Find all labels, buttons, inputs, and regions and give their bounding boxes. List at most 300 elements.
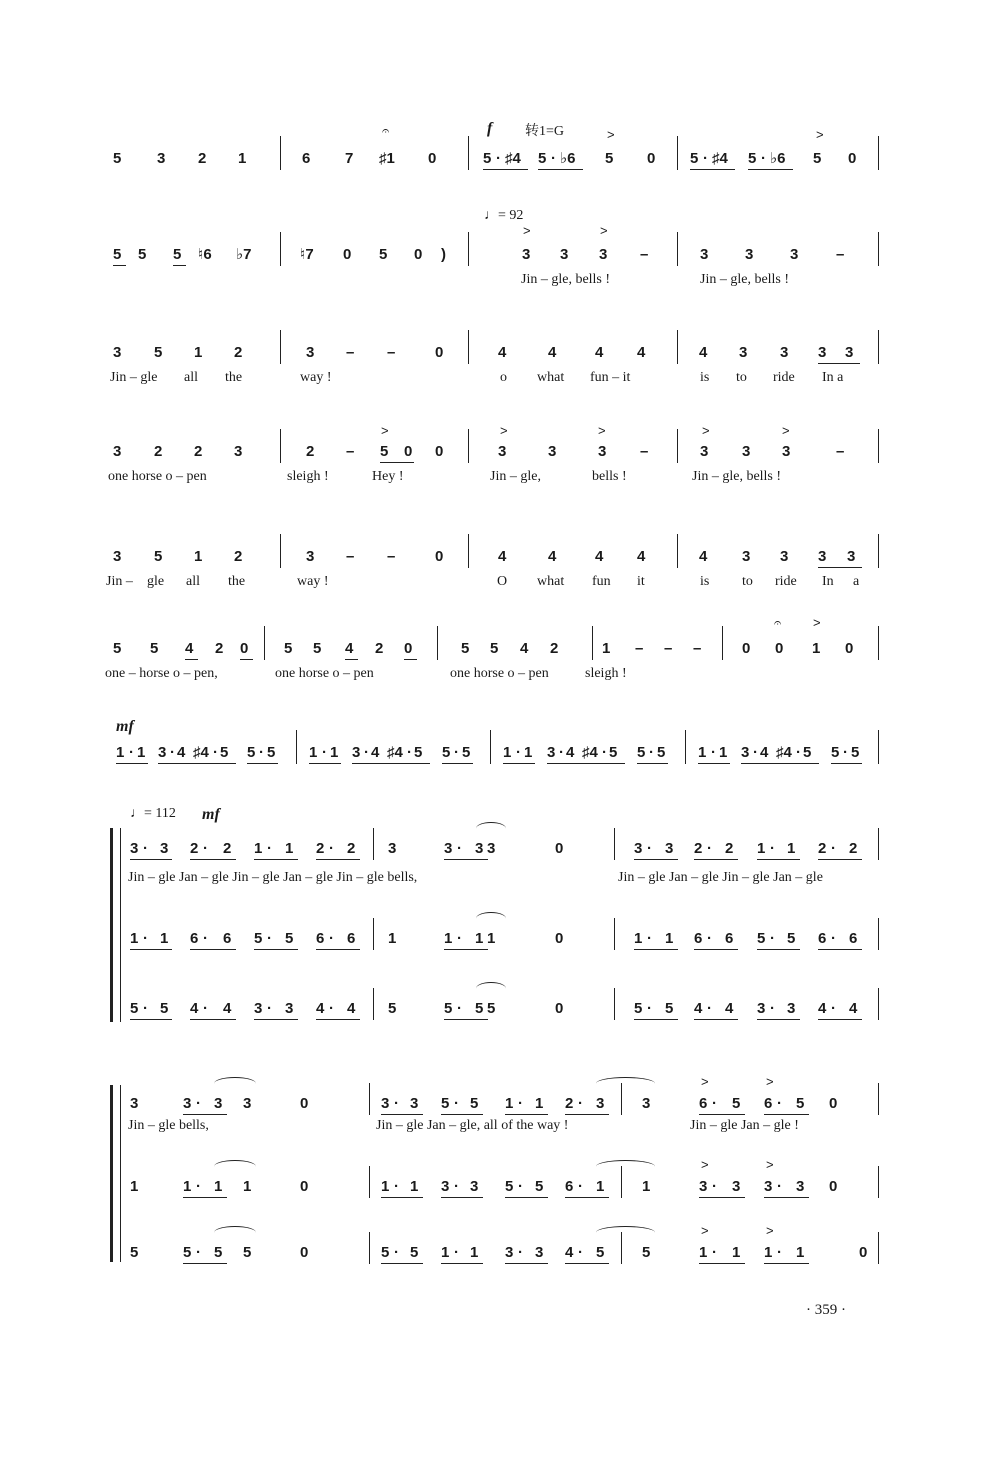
jianpu-note: 5 bbox=[475, 1000, 484, 1017]
jianpu-note: 5 bbox=[490, 640, 499, 657]
jianpu-note: · bbox=[712, 1244, 717, 1261]
jianpu-note: · bbox=[203, 930, 208, 947]
jianpu-note: – bbox=[346, 443, 355, 460]
barline bbox=[468, 429, 469, 463]
jianpu-note: 5 bbox=[183, 1244, 192, 1261]
lyric-text: O bbox=[497, 574, 508, 589]
tempo-marking: ♩= 92 bbox=[484, 208, 524, 223]
jianpu-note: – bbox=[640, 443, 649, 460]
jianpu-note: ♯4 bbox=[712, 150, 728, 167]
barline bbox=[878, 918, 879, 950]
jianpu-note: 5 bbox=[380, 443, 389, 460]
jianpu-note: 1 bbox=[330, 744, 339, 761]
lyric-text: bells ! bbox=[592, 469, 627, 484]
jianpu-note: 0 bbox=[845, 640, 854, 657]
jianpu-note: 2 bbox=[190, 840, 199, 857]
jianpu-note: – bbox=[836, 443, 845, 460]
jianpu-note: · bbox=[518, 1178, 523, 1195]
lyric-text: ride bbox=[773, 370, 795, 385]
jianpu-note: – bbox=[387, 344, 396, 361]
jianpu-note: · bbox=[322, 744, 327, 761]
jianpu-note: · bbox=[394, 1178, 399, 1195]
rhythm-beam bbox=[503, 763, 535, 764]
jianpu-note: 0 bbox=[435, 344, 444, 361]
jianpu-note: 4 bbox=[595, 344, 604, 361]
jianpu-note: 0 bbox=[848, 150, 857, 167]
jianpu-note: 3 bbox=[665, 840, 674, 857]
jianpu-note: 5 bbox=[154, 548, 163, 565]
slur-mark bbox=[476, 912, 506, 925]
rhythm-beam bbox=[818, 363, 860, 364]
accent-mark: > bbox=[600, 223, 608, 238]
slur-mark bbox=[596, 1226, 655, 1239]
jianpu-note: 4 bbox=[595, 548, 604, 565]
barline bbox=[468, 534, 469, 568]
rhythm-beam bbox=[694, 949, 738, 950]
jianpu-note: · bbox=[516, 744, 521, 761]
barline bbox=[280, 534, 281, 568]
jianpu-note: 4 bbox=[223, 1000, 232, 1017]
jianpu-note: 1 bbox=[183, 1178, 192, 1195]
jianpu-note: 1 bbox=[194, 548, 203, 565]
rhythm-beam bbox=[130, 949, 172, 950]
barline bbox=[878, 730, 879, 764]
system-brace bbox=[110, 1085, 113, 1262]
jianpu-note: 1 bbox=[665, 930, 674, 947]
jianpu-note: 5 bbox=[609, 744, 618, 761]
jianpu-note: 1 bbox=[796, 1244, 805, 1261]
barline bbox=[685, 730, 686, 764]
rhythm-beam bbox=[381, 1197, 423, 1198]
jianpu-note: ♯4 bbox=[505, 150, 521, 167]
jianpu-note: 3 bbox=[757, 1000, 766, 1017]
jianpu-note: 6 bbox=[764, 1095, 773, 1112]
jianpu-note: 3 bbox=[306, 548, 315, 565]
jianpu-note: 2 bbox=[550, 640, 559, 657]
rhythm-beam bbox=[441, 1114, 483, 1115]
jianpu-note: 3 bbox=[700, 443, 709, 460]
jianpu-note: 1 bbox=[634, 930, 643, 947]
jianpu-note: 4 bbox=[699, 344, 708, 361]
jianpu-note: · bbox=[518, 1095, 523, 1112]
jianpu-note: 0 bbox=[300, 1244, 309, 1261]
jianpu-note: 3 bbox=[475, 840, 484, 857]
jianpu-note: 1 bbox=[719, 744, 728, 761]
jianpu-note: 3 bbox=[780, 344, 789, 361]
jianpu-note: 3 bbox=[700, 246, 709, 263]
dynamic-marking: mf bbox=[116, 718, 134, 735]
lyric-text: Jin – gle Jan – gle ! bbox=[690, 1118, 799, 1133]
rhythm-beam bbox=[183, 1263, 227, 1264]
jianpu-note: · bbox=[143, 930, 148, 947]
jianpu-note: 0 bbox=[555, 1000, 564, 1017]
jianpu-note: 4 bbox=[185, 640, 194, 657]
jianpu-note: · bbox=[196, 1178, 201, 1195]
dynamic-marking: f bbox=[487, 120, 493, 137]
accent-mark: > bbox=[598, 423, 606, 438]
jianpu-note: 3 bbox=[522, 246, 531, 263]
jianpu-note: 5 bbox=[441, 1095, 450, 1112]
jianpu-note: 5 bbox=[787, 930, 796, 947]
jianpu-note: · bbox=[707, 840, 712, 857]
jianpu-note: 3 bbox=[739, 344, 748, 361]
jianpu-note: 0 bbox=[647, 150, 656, 167]
jianpu-note: · bbox=[711, 744, 716, 761]
jianpu-note: 3 bbox=[130, 840, 139, 857]
jianpu-note: · bbox=[796, 744, 801, 761]
jianpu-note: · bbox=[329, 840, 334, 857]
jianpu-note: 4 bbox=[190, 1000, 199, 1017]
jianpu-note: · bbox=[703, 150, 708, 167]
jianpu-note: 4 bbox=[566, 744, 575, 761]
jianpu-note: 4 bbox=[760, 744, 769, 761]
jianpu-note: · bbox=[843, 744, 848, 761]
jianpu-note: ♮6 bbox=[198, 246, 212, 263]
lyric-text: it bbox=[637, 574, 645, 589]
barline bbox=[878, 534, 879, 568]
jianpu-note: 5 bbox=[813, 150, 822, 167]
jianpu-note: 1 bbox=[812, 640, 821, 657]
rhythm-beam bbox=[831, 763, 862, 764]
lyric-text: gle bbox=[147, 574, 165, 589]
jianpu-note: · bbox=[707, 930, 712, 947]
jianpu-note: · bbox=[170, 744, 175, 761]
jianpu-note: 1 bbox=[503, 744, 512, 761]
jianpu-note: 3 bbox=[548, 443, 557, 460]
barline bbox=[677, 330, 678, 364]
rhythm-beam bbox=[757, 1019, 800, 1020]
jianpu-note: 5 bbox=[113, 246, 122, 263]
jianpu-note: 5 bbox=[284, 640, 293, 657]
accent-mark: > bbox=[766, 1157, 774, 1172]
jianpu-note: ♯4 bbox=[776, 744, 792, 761]
jianpu-note: 3 bbox=[818, 344, 827, 361]
jianpu-note: 5 bbox=[220, 744, 229, 761]
barline bbox=[296, 730, 297, 764]
rhythm-beam bbox=[699, 1263, 745, 1264]
jianpu-note: 5 bbox=[410, 1244, 419, 1261]
jianpu-note: 2 bbox=[234, 548, 243, 565]
jianpu-note: 1 bbox=[764, 1244, 773, 1261]
jianpu-note: 5 bbox=[462, 744, 471, 761]
jianpu-note: 2 bbox=[215, 640, 224, 657]
jianpu-note: · bbox=[267, 840, 272, 857]
lyric-text: sleigh ! bbox=[585, 666, 627, 681]
slur-mark bbox=[476, 822, 506, 835]
jianpu-note: 0 bbox=[859, 1244, 868, 1261]
barline bbox=[490, 730, 491, 764]
system-line bbox=[120, 828, 121, 1022]
jianpu-note: 4 bbox=[316, 1000, 325, 1017]
jianpu-note: 5 bbox=[150, 640, 159, 657]
jianpu-note: 5 bbox=[657, 744, 666, 761]
rhythm-beam bbox=[247, 763, 278, 764]
jianpu-note: 0 bbox=[240, 640, 249, 657]
jianpu-note: 5 bbox=[535, 1178, 544, 1195]
jianpu-note: 5 bbox=[381, 1244, 390, 1261]
slur-mark bbox=[476, 982, 506, 995]
jianpu-note: 5 bbox=[665, 1000, 674, 1017]
jianpu-note: 1 bbox=[243, 1178, 252, 1195]
jianpu-note: 6 bbox=[849, 930, 858, 947]
rhythm-beam bbox=[444, 949, 488, 950]
rhythm-beam bbox=[441, 1197, 483, 1198]
lyric-text: fun – it bbox=[590, 370, 631, 385]
jianpu-note: · bbox=[770, 930, 775, 947]
rhythm-beam bbox=[483, 169, 528, 170]
jianpu-note: 6 bbox=[223, 930, 232, 947]
jianpu-note: 2 bbox=[316, 840, 325, 857]
barline bbox=[878, 626, 879, 660]
jianpu-note: 3 bbox=[598, 443, 607, 460]
barline bbox=[369, 1166, 370, 1198]
lyric-text: Jin – gle Jan – gle, all of the way ! bbox=[376, 1118, 569, 1133]
jianpu-note: 0 bbox=[829, 1178, 838, 1195]
lyric-text: sleigh ! bbox=[287, 469, 329, 484]
jianpu-note: 4 bbox=[548, 548, 557, 565]
jianpu-note: 1 bbox=[596, 1178, 605, 1195]
jianpu-note: · bbox=[831, 1000, 836, 1017]
lyric-text: Jin – gle bbox=[110, 370, 158, 385]
rhythm-beam bbox=[764, 1197, 809, 1198]
barline bbox=[373, 918, 374, 950]
lyric-text: one – horse o – pen, bbox=[105, 666, 218, 681]
jianpu-note: 3 bbox=[306, 344, 315, 361]
jianpu-note: · bbox=[647, 1000, 652, 1017]
jianpu-note: 3 bbox=[505, 1244, 514, 1261]
jianpu-note: · bbox=[196, 1095, 201, 1112]
jianpu-note: 5 bbox=[637, 744, 646, 761]
jianpu-note: · bbox=[329, 930, 334, 947]
jianpu-note: · bbox=[129, 744, 134, 761]
jianpu-note: 5 bbox=[748, 150, 757, 167]
barline bbox=[280, 429, 281, 463]
lyric-text: Jin – gle bells, bbox=[128, 1118, 209, 1133]
lyric-text: all bbox=[186, 574, 200, 589]
jianpu-note: 4 bbox=[725, 1000, 734, 1017]
barline bbox=[677, 232, 678, 266]
jianpu-note: · bbox=[457, 930, 462, 947]
jianpu-note: 5 bbox=[247, 744, 256, 761]
jianpu-note: 3 bbox=[745, 246, 754, 263]
lyric-text: Jin – gle Jan – gle Jin – gle Jan – gle Jin – gle bells, bbox=[128, 870, 418, 885]
jianpu-note: 3 bbox=[183, 1095, 192, 1112]
rhythm-beam bbox=[634, 859, 678, 860]
jianpu-note: 4 bbox=[637, 344, 646, 361]
jianpu-note: 3 bbox=[410, 1095, 419, 1112]
barline bbox=[878, 828, 879, 860]
jianpu-note: 5 bbox=[634, 1000, 643, 1017]
jianpu-note: 3 bbox=[470, 1178, 479, 1195]
jianpu-note: 1 bbox=[787, 840, 796, 857]
jianpu-note: · bbox=[649, 744, 654, 761]
lyric-text: the bbox=[228, 574, 246, 589]
jianpu-note: ♮7 bbox=[300, 246, 314, 263]
accent-mark: > bbox=[816, 127, 824, 142]
jianpu-note: 2 bbox=[565, 1095, 574, 1112]
jianpu-note: – bbox=[346, 548, 355, 565]
rhythm-beam bbox=[699, 1114, 745, 1115]
jianpu-note: – bbox=[635, 640, 644, 657]
rhythm-beam bbox=[634, 1019, 678, 1020]
rhythm-beam bbox=[538, 169, 583, 170]
jianpu-note: 0 bbox=[555, 930, 564, 947]
lyric-text: a bbox=[853, 574, 860, 589]
jianpu-note: 3 bbox=[285, 1000, 294, 1017]
page-number: · 359 · bbox=[806, 1302, 846, 1318]
lyric-text: Jin – bbox=[106, 574, 133, 589]
jianpu-note: 1 bbox=[732, 1244, 741, 1261]
tempo-marking: 转1=G bbox=[525, 124, 565, 139]
accent-mark: > bbox=[766, 1223, 774, 1238]
jianpu-note: · bbox=[831, 840, 836, 857]
jianpu-note: 3 bbox=[560, 246, 569, 263]
jianpu-note: 1 bbox=[130, 1178, 139, 1195]
jianpu-note: 5 bbox=[690, 150, 699, 167]
barline bbox=[614, 828, 615, 860]
accent-mark: > bbox=[701, 1074, 709, 1089]
jianpu-note: · bbox=[761, 150, 766, 167]
rhythm-beam bbox=[565, 1197, 609, 1198]
jianpu-note: 1 bbox=[116, 744, 125, 761]
jianpu-note: ♯4 bbox=[387, 744, 403, 761]
jianpu-note: 5 bbox=[605, 150, 614, 167]
rhythm-beam bbox=[113, 265, 126, 266]
jianpu-note: 3 bbox=[130, 1095, 139, 1112]
jianpu-note: 1 bbox=[524, 744, 533, 761]
jianpu-note: 5 bbox=[138, 246, 147, 263]
rhythm-beam bbox=[441, 1263, 483, 1264]
jianpu-note: 2 bbox=[306, 443, 315, 460]
rhythm-beam bbox=[694, 859, 738, 860]
jianpu-note: 0 bbox=[435, 443, 444, 460]
accent-mark: > bbox=[701, 1157, 709, 1172]
jianpu-note: 5 bbox=[243, 1244, 252, 1261]
lyric-text: Jin – gle, bells ! bbox=[521, 272, 611, 287]
barline bbox=[369, 1232, 370, 1264]
accent-mark: > bbox=[500, 423, 508, 438]
jianpu-note: 5 bbox=[796, 1095, 805, 1112]
jianpu-note: 5 bbox=[732, 1095, 741, 1112]
jianpu-note: 5 bbox=[470, 1095, 479, 1112]
jianpu-note: 0 bbox=[404, 443, 413, 460]
rhythm-beam bbox=[748, 169, 793, 170]
barline bbox=[722, 626, 723, 660]
jianpu-note: 2 bbox=[849, 840, 858, 857]
rhythm-beam bbox=[444, 1019, 488, 1020]
jianpu-note: 0 bbox=[300, 1095, 309, 1112]
jianpu-note: 5 bbox=[442, 744, 451, 761]
rhythm-beam bbox=[190, 859, 236, 860]
jianpu-note: 5 bbox=[113, 150, 122, 167]
lyric-text: o bbox=[500, 370, 507, 385]
jianpu-note: 4 bbox=[371, 744, 380, 761]
lyric-text: one horse o – pen bbox=[108, 469, 207, 484]
barline bbox=[373, 828, 374, 860]
jianpu-note: 0 bbox=[775, 640, 784, 657]
jianpu-note: 2 bbox=[347, 840, 356, 857]
jianpu-note: 5 bbox=[483, 150, 492, 167]
jianpu-note: 4 bbox=[637, 548, 646, 565]
jianpu-note: · bbox=[143, 840, 148, 857]
jianpu-note: 1 bbox=[194, 344, 203, 361]
jianpu-note: · bbox=[551, 150, 556, 167]
jianpu-note: 5 bbox=[254, 930, 263, 947]
lyric-text: to bbox=[742, 574, 753, 589]
barline bbox=[677, 429, 678, 463]
jianpu-note: 7 bbox=[345, 150, 354, 167]
jianpu-note: · bbox=[777, 1244, 782, 1261]
accent-mark: > bbox=[702, 423, 710, 438]
rhythm-beam bbox=[130, 1019, 172, 1020]
jianpu-note: 5 bbox=[596, 1244, 605, 1261]
jianpu-note: 0 bbox=[300, 1178, 309, 1195]
jianpu-note: 0 bbox=[555, 840, 564, 857]
jianpu-note: 3 bbox=[742, 443, 751, 460]
rhythm-beam bbox=[130, 859, 172, 860]
jianpu-note: 5 bbox=[757, 930, 766, 947]
jianpu-note: 1 bbox=[309, 744, 318, 761]
jianpu-note: 0 bbox=[435, 548, 444, 565]
barline bbox=[614, 918, 615, 950]
rhythm-beam bbox=[190, 1019, 236, 1020]
jianpu-note: 6 bbox=[699, 1095, 708, 1112]
jianpu-note: 3 bbox=[444, 840, 453, 857]
jianpu-note: 0 bbox=[414, 246, 423, 263]
lyric-text: In a bbox=[822, 370, 844, 385]
jianpu-note: · bbox=[602, 744, 607, 761]
jianpu-note: 2 bbox=[223, 840, 232, 857]
jianpu-note: · bbox=[457, 840, 462, 857]
rhythm-beam bbox=[183, 1197, 227, 1198]
lyric-text: way ! bbox=[297, 574, 329, 589]
jianpu-note: ♯4 bbox=[193, 744, 209, 761]
jianpu-note: 2 bbox=[694, 840, 703, 857]
jianpu-note: 1 bbox=[137, 744, 146, 761]
jianpu-note: · bbox=[394, 1095, 399, 1112]
jianpu-note: · bbox=[770, 1000, 775, 1017]
jianpu-note: 5 bbox=[130, 1000, 139, 1017]
lyric-text: all bbox=[184, 370, 198, 385]
jianpu-note: 5 bbox=[388, 1000, 397, 1017]
rhythm-beam bbox=[316, 859, 360, 860]
lyric-text: one horse o – pen bbox=[275, 666, 374, 681]
rhythm-beam bbox=[764, 1263, 809, 1264]
accent-mark: > bbox=[701, 1223, 709, 1238]
rhythm-beam bbox=[183, 1114, 227, 1115]
jianpu-note: 3 bbox=[352, 744, 361, 761]
jianpu-note: · bbox=[831, 930, 836, 947]
jianpu-note: ♭6 bbox=[770, 150, 786, 167]
jianpu-note: 3 bbox=[642, 1095, 651, 1112]
jianpu-note: 4 bbox=[498, 548, 507, 565]
rhythm-beam bbox=[698, 763, 730, 764]
jianpu-note: 3 bbox=[634, 840, 643, 857]
rhythm-beam bbox=[694, 1019, 738, 1020]
rhythm-beam bbox=[565, 1114, 609, 1115]
rhythm-beam bbox=[818, 567, 862, 568]
barline bbox=[592, 626, 593, 660]
slur-mark bbox=[214, 1226, 256, 1239]
jianpu-note: 2 bbox=[194, 443, 203, 460]
jianpu-note: 3 bbox=[547, 744, 556, 761]
jianpu-note: 1 bbox=[381, 1178, 390, 1195]
jianpu-note: · bbox=[578, 1244, 583, 1261]
jianpu-note: 3 bbox=[599, 246, 608, 263]
jianpu-note: 6 bbox=[190, 930, 199, 947]
jianpu-note: 1 bbox=[160, 930, 169, 947]
jianpu-note: 3 bbox=[741, 744, 750, 761]
